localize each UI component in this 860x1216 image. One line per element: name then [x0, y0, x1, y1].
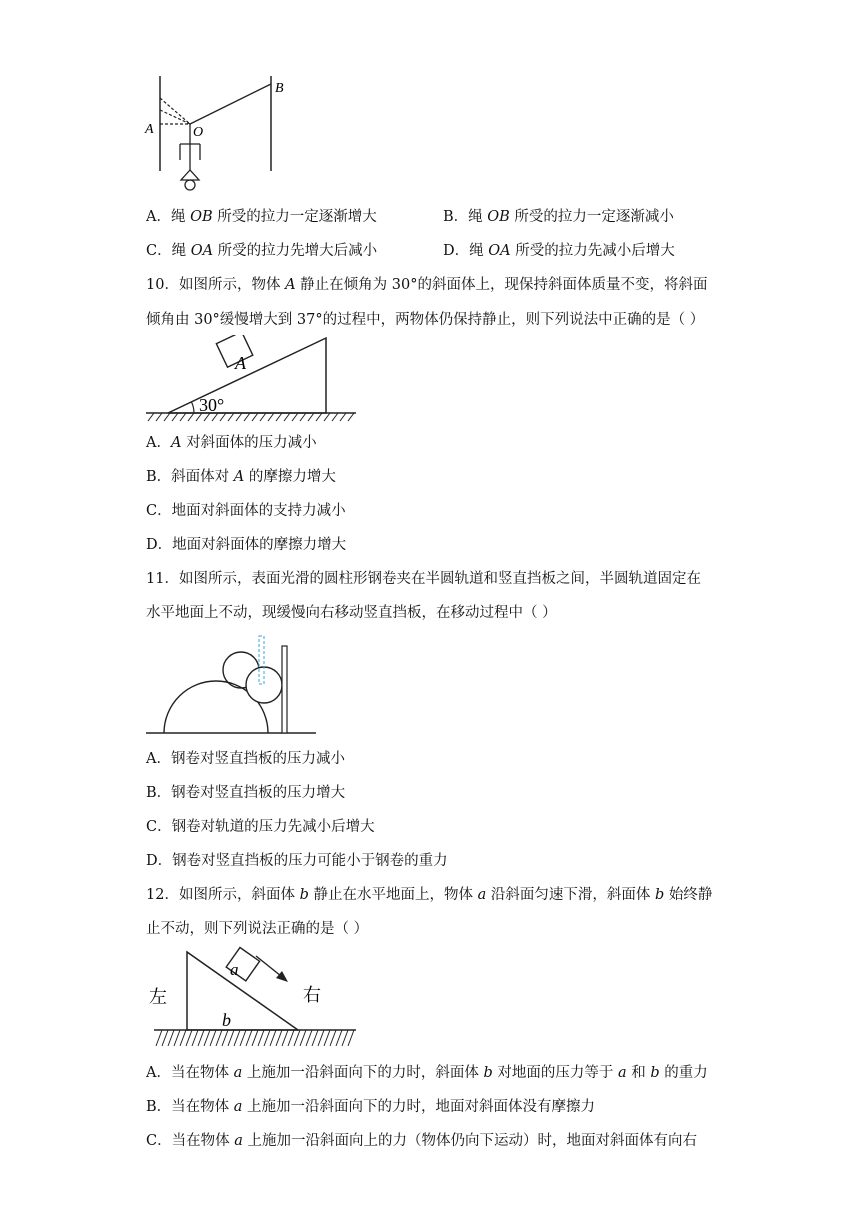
q11-option-c: C．钢卷对轨道的压力先减小后增大 — [146, 819, 375, 835]
q12-option-c: C．当在物体 a 上施加一沿斜面向上的力（物体仍向下运动）时，地面对斜面体有向右 — [146, 1133, 697, 1149]
q12-option-a: A．当在物体 a 上施加一沿斜面向下的力时，斜面体 b 对地面的压力等于 a 和 b 的重力 — [146, 1065, 708, 1081]
q10-stem-line-1: 10．如图所示，物体 A 静止在倾角为 30°的斜面体上，现保持斜面体质量不变，将斜面 — [146, 277, 708, 293]
q9-option-a: A．绳 OB 所受的拉力一定逐渐增大 — [146, 209, 377, 225]
angle-label: 30° — [199, 395, 225, 415]
q11-option-b: B．钢卷对竖直挡板的压力增大 — [146, 785, 346, 801]
point-a-label: A — [145, 122, 154, 137]
q12-stem-line-2: 止不动，则下列说法正确的是（ ） — [146, 921, 369, 937]
block-a-label: a — [230, 960, 239, 979]
q10-option-a: A．A 对斜面体的压力减小 — [146, 435, 317, 451]
figure-q10-incline — [144, 335, 360, 425]
q11-option-d: D．钢卷对竖直挡板的压力可能小于钢卷的重力 — [146, 853, 448, 869]
left-label: 左 — [149, 987, 167, 1007]
block-a-label: A — [235, 353, 246, 373]
q12-stem-line-1: 12．如图所示，斜面体 b 静止在水平地面上，物体 a 沿斜面匀速下滑，斜面体 b 始终静 — [146, 887, 713, 903]
q10-stem-line-2: 倾角由 30°缓慢增大到 37°的过程中，两物体仍保持静止，则下列说法中正确的是（ ） — [146, 312, 705, 328]
q12-option-b: B．当在物体 a 上施加一沿斜面向下的力时，地面对斜面体没有摩擦力 — [146, 1099, 596, 1115]
q10-option-b: B．斜面体对 A 的摩擦力增大 — [146, 469, 336, 485]
q9-option-d: D．绳 OA 所受的拉力先减小后增大 — [443, 243, 675, 259]
q11-stem-line-1: 11．如图所示，表面光滑的圆柱形钢卷夹在半圆轨道和竖直挡板之间，半圆轨道固定在 — [146, 571, 701, 587]
figure-q11-steel-roll — [144, 632, 324, 740]
figure-q9-rope-diagram — [140, 70, 300, 195]
figure-q12-wedge — [144, 946, 364, 1054]
point-o-label: O — [193, 125, 204, 140]
point-b-label: B — [275, 81, 284, 96]
q11-stem-line-2: 水平地面上不动，现缓慢向右移动竖直挡板，在移动过程中（ ） — [146, 605, 557, 621]
wedge-b-label: b — [222, 1010, 231, 1030]
q9-option-b: B．绳 OB 所受的拉力一定逐渐减小 — [443, 209, 674, 225]
q10-option-c: C．地面对斜面体的支持力减小 — [146, 503, 346, 519]
q11-option-a: A．钢卷对竖直挡板的压力减小 — [146, 751, 345, 767]
right-label: 右 — [303, 985, 321, 1005]
q10-option-d: D．地面对斜面体的摩擦力增大 — [146, 537, 347, 553]
q9-option-c: C．绳 OA 所受的拉力先增大后减小 — [146, 243, 378, 259]
